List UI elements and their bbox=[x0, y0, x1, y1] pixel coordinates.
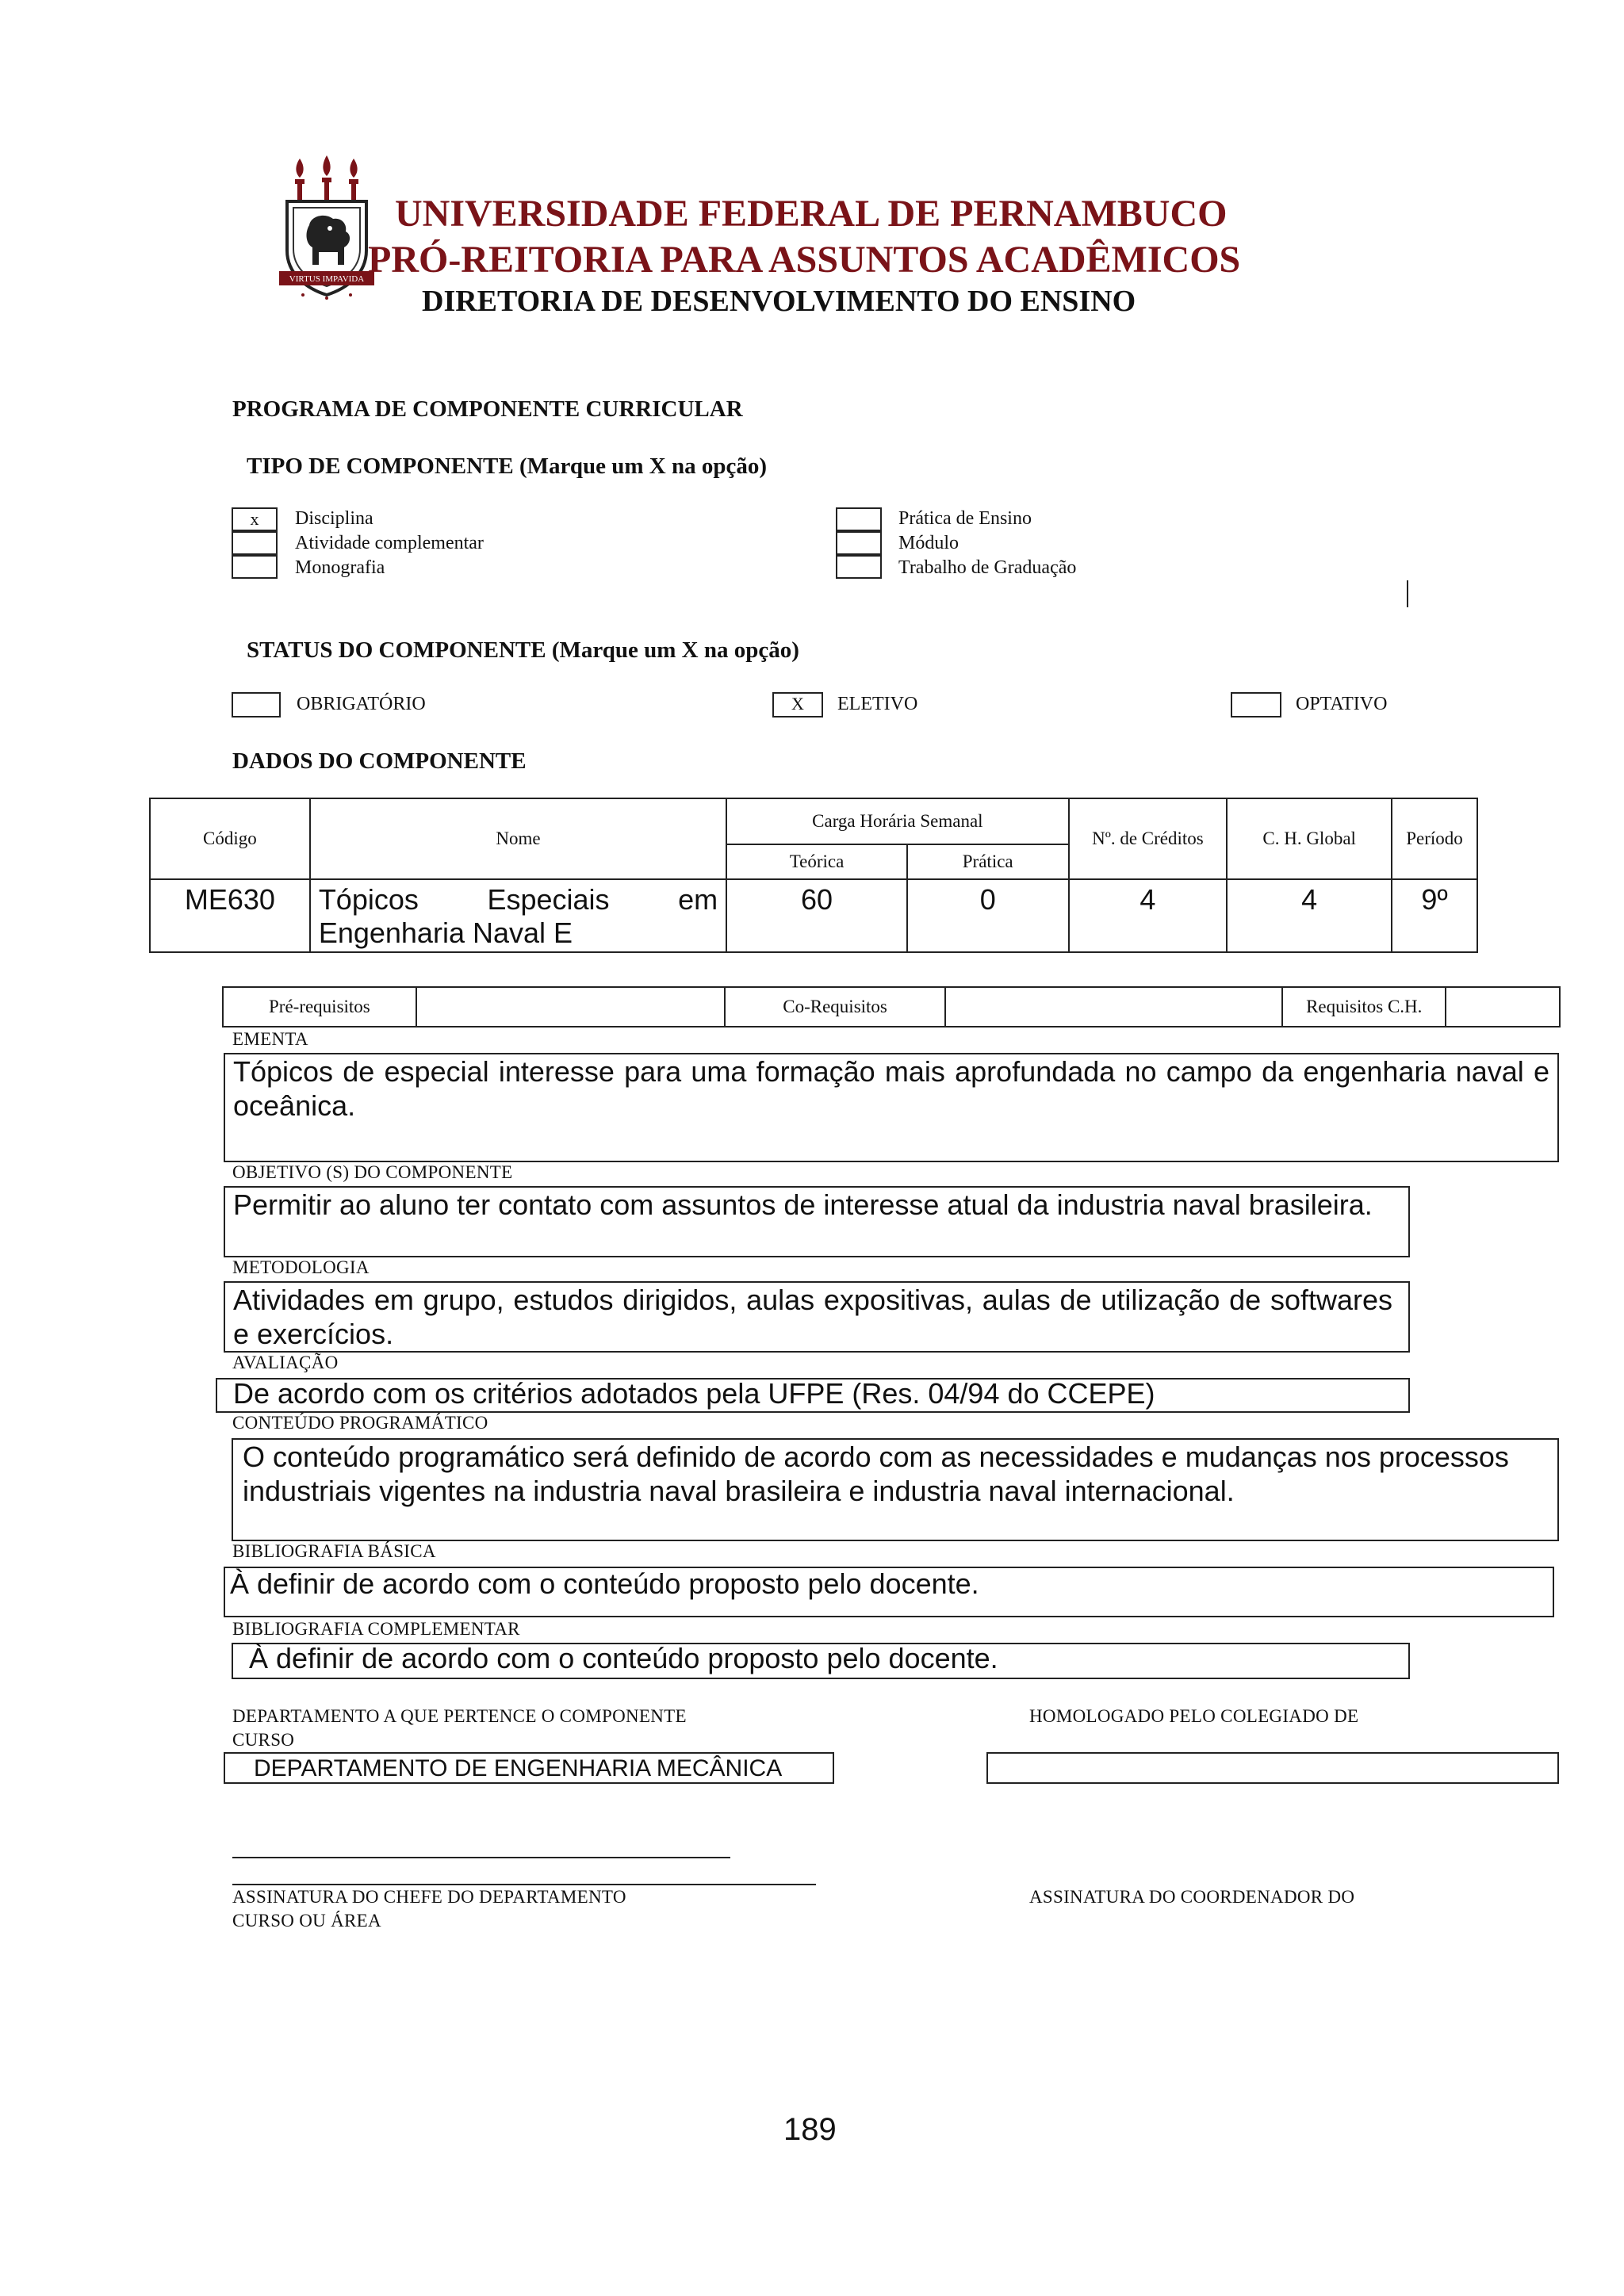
header-ch-global: C. H. Global bbox=[1227, 798, 1392, 879]
status-optativo-label: OPTATIVO bbox=[1296, 694, 1388, 714]
checkbox-monografia[interactable] bbox=[232, 555, 278, 579]
metodologia-box bbox=[224, 1281, 1410, 1353]
departamento-box bbox=[224, 1752, 834, 1784]
option-modulo-label: Módulo bbox=[898, 533, 959, 553]
university-name: UNIVERSIDADE FEDERAL DE PERNAMBUCO bbox=[395, 193, 1228, 235]
header-pratica: Prática bbox=[907, 844, 1069, 879]
co-requisitos-field[interactable] bbox=[945, 987, 1282, 1027]
checkbox-obrigatorio[interactable] bbox=[232, 692, 281, 718]
pro-reitoria-name: PRÓ-REITORIA PARA ASSUNTOS ACADÊMICOS bbox=[368, 239, 1241, 281]
biblio-complementar-text: À definir de acordo com o conteúdo proposto pelo docente. bbox=[249, 1642, 998, 1674]
avaliacao-label: AVALIAÇÃO bbox=[232, 1353, 339, 1372]
header-nome: Nome bbox=[310, 798, 726, 879]
dados-table bbox=[149, 798, 1478, 953]
ementa-box bbox=[224, 1053, 1559, 1162]
signature-line-chefe bbox=[232, 1857, 730, 1858]
option-trabalho-label: Trabalho de Graduação bbox=[898, 557, 1077, 578]
biblio-basica-label: BIBLIOGRAFIA BÁSICA bbox=[232, 1541, 436, 1561]
option-atividade-label: Atividade complementar bbox=[295, 533, 484, 553]
co-requisitos-label: Co-Requisitos bbox=[725, 987, 945, 1027]
value-creditos: 4 bbox=[1069, 879, 1228, 952]
dados-title: DADOS DO COMPONENTE bbox=[232, 748, 527, 774]
value-ch-global: 4 bbox=[1227, 879, 1392, 952]
value-periodo: 9º bbox=[1392, 879, 1477, 952]
conteudo-text: O conteúdo programático será definido de acordo com as necessidades e mudanças nos processos industriais vigentes na industria naval brasileira e industria naval internacional. bbox=[243, 1441, 1509, 1507]
pre-requisitos-field[interactable] bbox=[416, 987, 725, 1027]
programa-title: PROGRAMA DE COMPONENTE CURRICULAR bbox=[232, 396, 743, 422]
header-periodo: Período bbox=[1392, 798, 1477, 879]
signature-line-coordenador bbox=[232, 1884, 816, 1885]
requisitos-ch-label: Requisitos C.H. bbox=[1282, 987, 1446, 1027]
status-eletivo-label: ELETIVO bbox=[837, 694, 918, 714]
option-monografia-label: Monografia bbox=[295, 557, 385, 578]
value-nome: Tópicos Especiais em Engenharia Naval E bbox=[310, 879, 726, 952]
homologado-box[interactable] bbox=[986, 1752, 1559, 1784]
ementa-text: Tópicos de especial interesse para uma formação mais aprofundada no campo da engenharia naval e oceânica. bbox=[233, 1055, 1549, 1122]
assinatura-coordenador-label: ASSINATURA DO COORDENADOR DO bbox=[1029, 1887, 1355, 1907]
header-carga-horaria: Carga Horária Semanal bbox=[726, 798, 1068, 844]
option-disciplina-label: Disciplina bbox=[295, 508, 373, 529]
curso-label: CURSO bbox=[232, 1730, 295, 1750]
biblio-complementar-label: BIBLIOGRAFIA COMPLEMENTAR bbox=[232, 1619, 520, 1639]
avaliacao-box bbox=[216, 1378, 1410, 1413]
logo-motto: VIRTUS IMPAVIDA bbox=[289, 274, 365, 284]
metodologia-text: Atividades em grupo, estudos dirigidos, aulas expositivas, aulas de utilização de softwares e exercícios. bbox=[233, 1284, 1392, 1350]
biblio-basica-box bbox=[224, 1567, 1554, 1617]
page-number: 189 bbox=[783, 2112, 837, 2147]
pre-requisitos-label: Pré-requisitos bbox=[223, 987, 416, 1027]
checkbox-atividade-complementar[interactable] bbox=[232, 531, 278, 555]
objetivo-label: OBJETIVO (S) DO COMPONENTE bbox=[232, 1162, 513, 1182]
conteudo-box bbox=[232, 1438, 1559, 1541]
avaliacao-text: De acordo com os critérios adotados pela UFPE (Res. 04/94 do CCEPE) bbox=[233, 1377, 1155, 1410]
diretoria-name: DIRETORIA DE DESENVOLVIMENTO DO ENSINO bbox=[422, 285, 1136, 318]
tipo-title: TIPO DE COMPONENTE (Marque um X na opção) bbox=[247, 453, 768, 479]
departamento-label: DEPARTAMENTO A QUE PERTENCE O COMPONENTE bbox=[232, 1706, 687, 1726]
requisitos-table bbox=[222, 986, 1561, 1027]
checkbox-pratica-de-ensino[interactable] bbox=[836, 507, 882, 531]
checkbox-trabalho-graduacao[interactable] bbox=[836, 555, 882, 579]
status-title: STATUS DO COMPONENTE (Marque um X na opção) bbox=[247, 637, 799, 663]
header-codigo: Código bbox=[150, 798, 310, 879]
biblio-basica-text: À definir de acordo com o conteúdo proposto pelo docente. bbox=[230, 1567, 979, 1600]
value-pratica: 0 bbox=[907, 879, 1069, 952]
objetivo-text: Permitir ao aluno ter contato com assuntos de interesse atual da industria naval brasileira. bbox=[233, 1188, 1373, 1221]
departamento-value: DEPARTAMENTO DE ENGENHARIA MECÂNICA bbox=[254, 1755, 783, 1781]
biblio-complementar-box bbox=[232, 1643, 1410, 1679]
value-codigo: ME630 bbox=[150, 879, 310, 952]
status-obrigatorio-label: OBRIGATÓRIO bbox=[297, 694, 426, 714]
checkbox-modulo[interactable] bbox=[836, 531, 882, 555]
checkbox-optativo[interactable] bbox=[1231, 692, 1281, 718]
curso-ou-area-label: CURSO OU ÁREA bbox=[232, 1911, 381, 1931]
objetivo-box bbox=[224, 1186, 1410, 1257]
university-logo bbox=[279, 155, 374, 303]
header-teorica: Teórica bbox=[726, 844, 907, 879]
value-teorica: 60 bbox=[726, 879, 907, 952]
conteudo-label: CONTEÚDO PROGRAMÁTICO bbox=[232, 1413, 488, 1433]
option-pratica-label: Prática de Ensino bbox=[898, 508, 1032, 529]
assinatura-chefe-label: ASSINATURA DO CHEFE DO DEPARTAMENTO bbox=[232, 1887, 626, 1907]
homologado-label: HOMOLOGADO PELO COLEGIADO DE bbox=[1029, 1706, 1359, 1726]
metodologia-label: METODOLOGIA bbox=[232, 1257, 370, 1277]
checkbox-disciplina[interactable]: x bbox=[232, 507, 278, 531]
text-cursor-mark bbox=[1407, 580, 1408, 607]
requisitos-ch-field[interactable] bbox=[1446, 987, 1560, 1027]
header-creditos: Nº. de Créditos bbox=[1069, 798, 1228, 879]
checkbox-eletivo[interactable]: X bbox=[772, 692, 823, 718]
ementa-label: EMENTA bbox=[232, 1029, 308, 1049]
